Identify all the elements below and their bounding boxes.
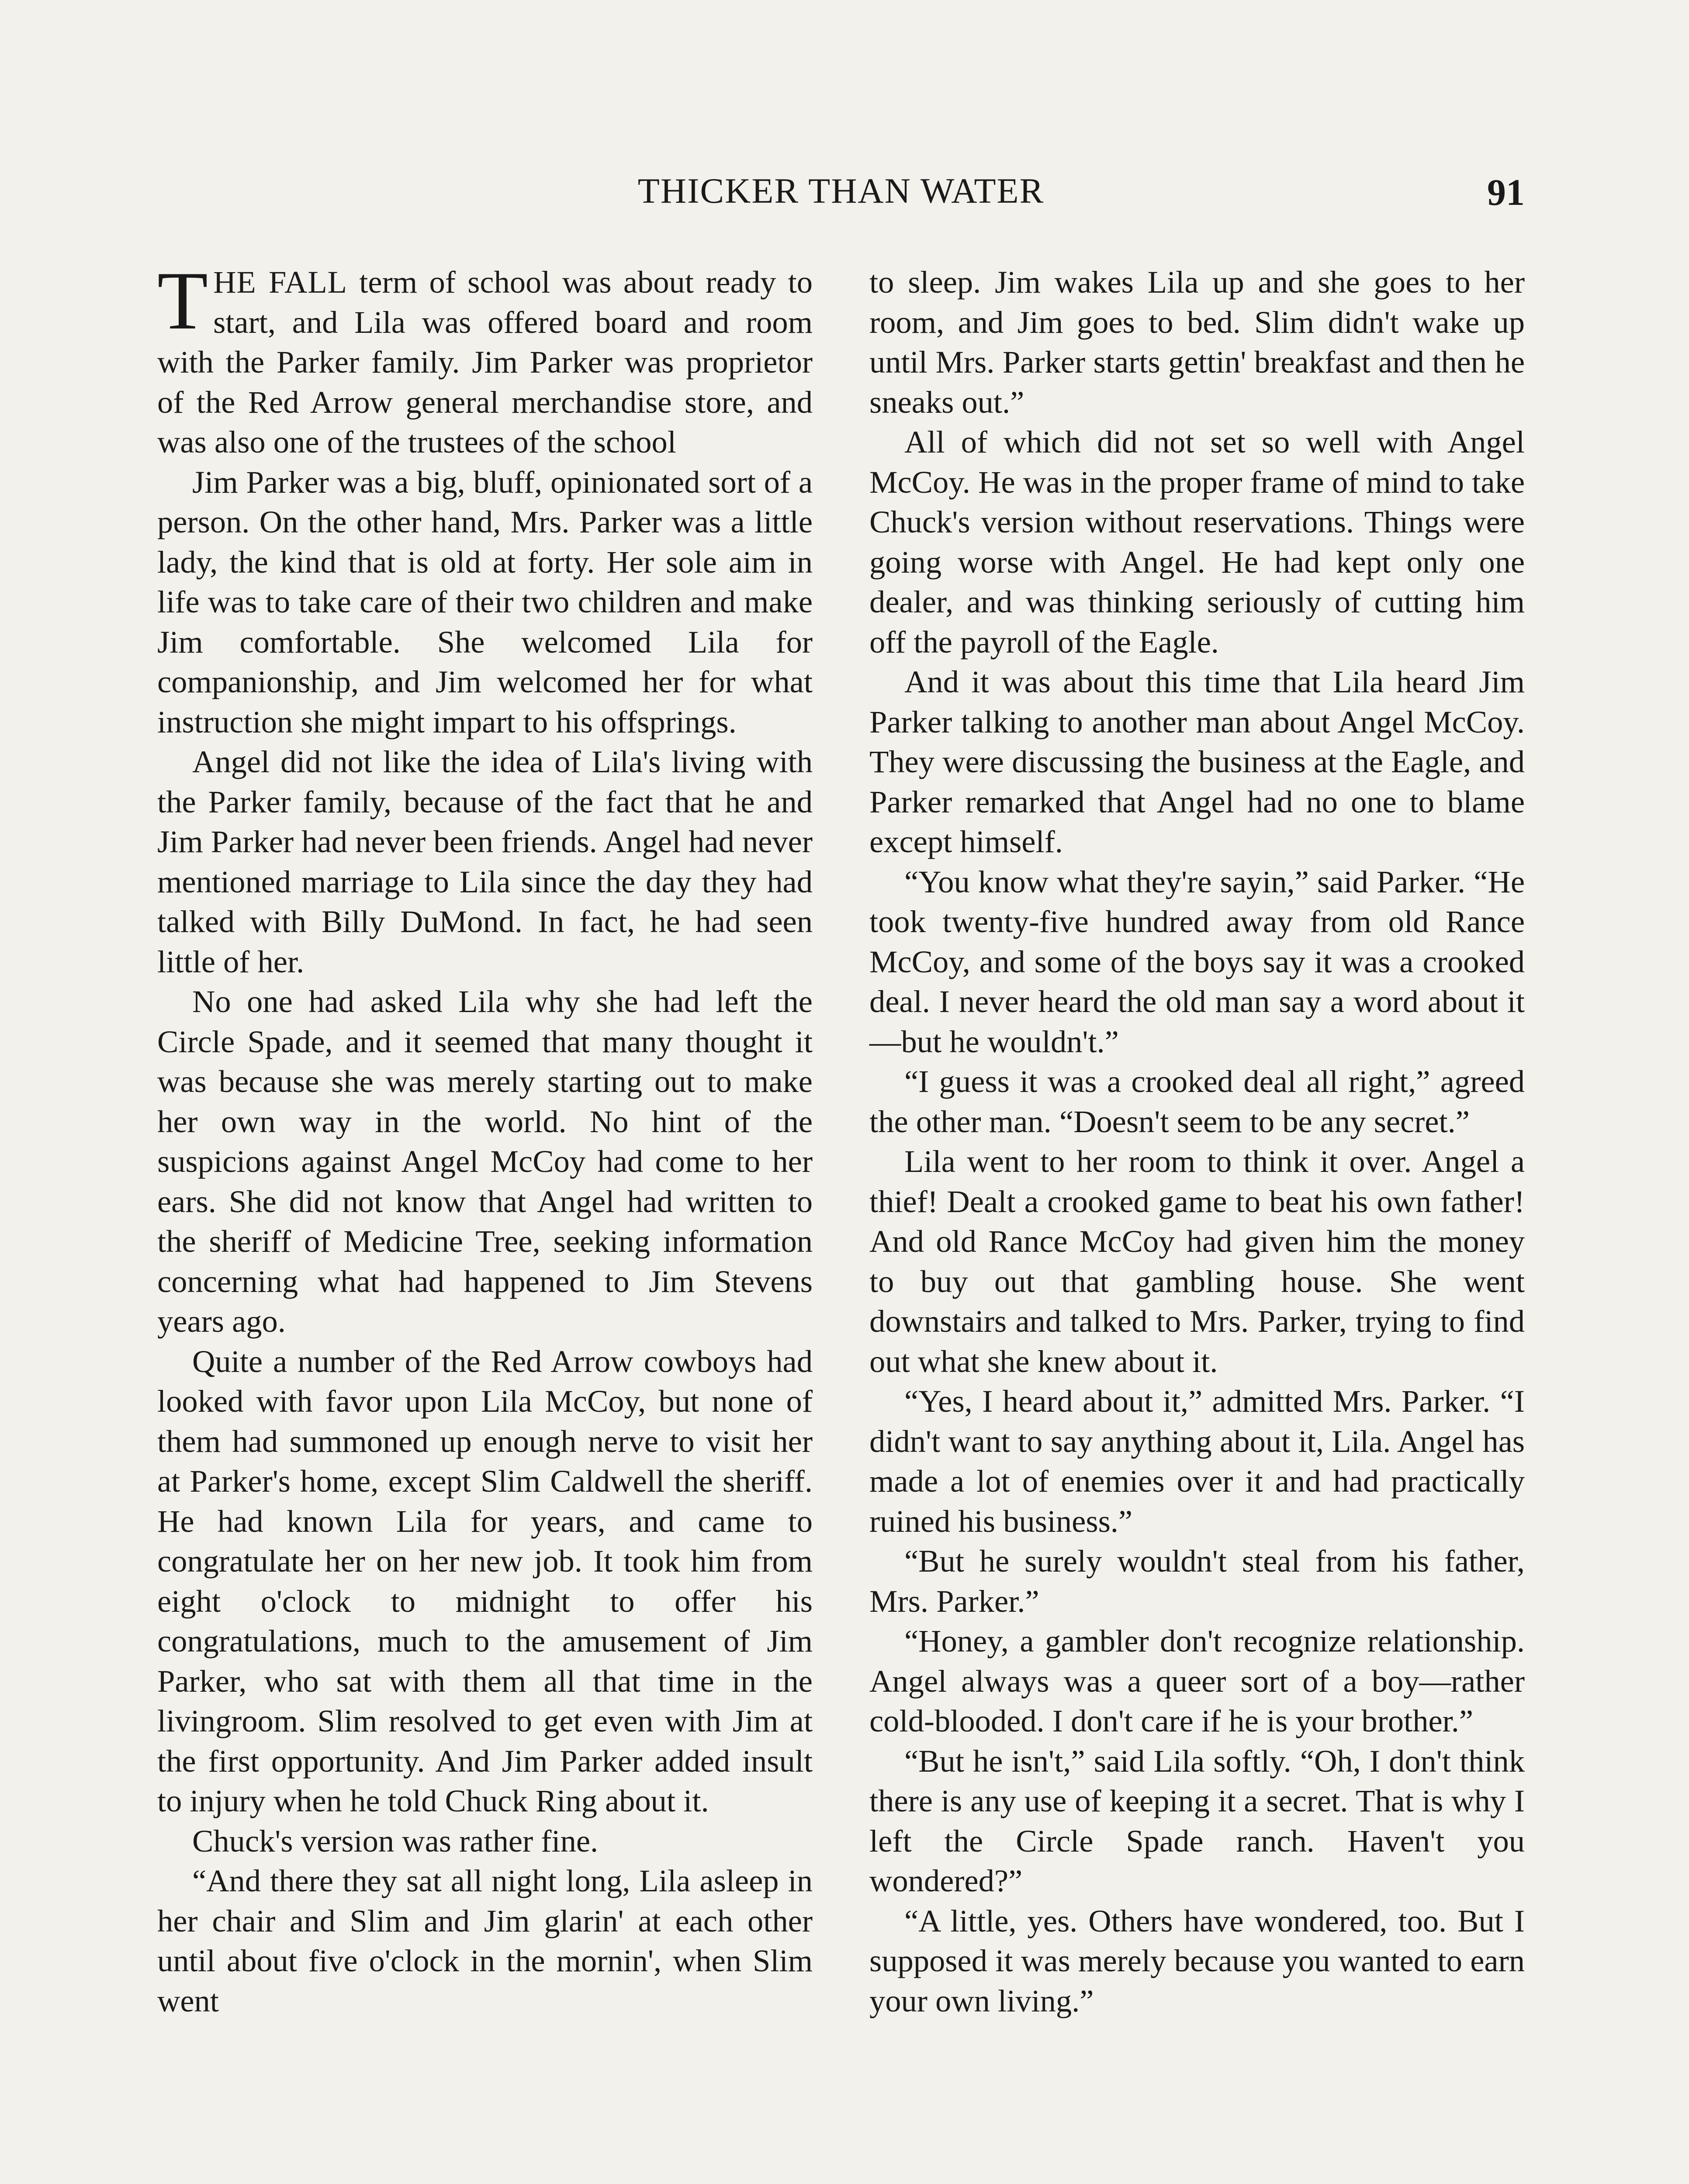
opening-paragraph (157, 255, 813, 462)
paragraph: “But he surely wouldn't steal from his father, Mrs. Parker.” (869, 1543, 1525, 1619)
paragraph: Angel did not like the idea of Lila's living with the Parker family, because of the fact that he and Jim Parker had never been friends. Angel had never mentioned marriage to Lila since the day they had talked with Billy DuMond. In fact, he had seen little of her. (157, 744, 813, 979)
paragraph: All of which did not set so well with Angel McCoy. He was in the proper frame of mind to take Chuck's version without reservations. Things were going worse with Angel. He had kept only one dealer, and was thinking seriously of cutting him off the payroll of the Eagle. (869, 424, 1525, 660)
continued-paragraph: to sleep. Jim wakes Lila up and she goes to her room, and Jim goes to bed. Slim didn't wake up until Mrs. Parker starts gettin' breakfast and then he sneaks out.” (869, 264, 1525, 420)
paragraph: “You know what they're sayin,” said Parker. “He took twenty-five hundred away from old Rance McCoy, and some of the boys say it was a crooked deal. I never heard the old man say a word about it—but he wouldn't.” (869, 864, 1525, 1059)
paragraph: Lila went to her room to think it over. Angel a thief! Dealt a crooked game to beat his own father! And old Rance McCoy had given him the money to buy out that gambling house. She went downstairs and talked to Mrs. Parker, trying to find out what she knew about it. (869, 1144, 1525, 1379)
paragraph: “But he isn't,” said Lila softly. “Oh, I don't think there is any use of keeping it a secret. That is why I left the Circle Spade ranch. Haven't you wondered?” (869, 1743, 1525, 1898)
paragraph: “Yes, I heard about it,” admitted Mrs. Parker. “I didn't want to say anything about it, Lila. Angel has made a lot of enemies over it and had practically ruined his business.” (869, 1383, 1525, 1539)
paragraph: And it was about this time that Lila heard Jim Parker talking to another man about Angel McCoy. They were discussing the business at the Eagle, and Parker remarked that Angel had no one to blame except himself. (869, 664, 1525, 859)
paragraph: “A little, yes. Others have wondered, too. But I supposed it was merely because you wanted to earn your own living.” (869, 1903, 1525, 2018)
paragraph: No one had asked Lila why she had left the Circle Spade, and it seemed that many thought it was because she was merely starting out to make her own way in the world. No hint of the suspicions against Angel McCoy had come to her ears. She did not know that Angel had written to the sheriff of Medicine Tree, seeking information concerning what had happened to Jim Stevens years ago. (157, 984, 813, 1339)
page-header (157, 166, 1525, 223)
lead-caps: HE FALL (213, 264, 347, 300)
paragraph: “Honey, a gambler don't recognize relationship. Angel always was a queer sort of a boy—rather cold-blooded. I don't care if he is your brother.” (869, 1623, 1525, 1738)
opening-paragraph-text: term of school was about ready to start, and Lila was offered board and room with the Parker family. Jim Parker was proprietor of the Red Arrow general merchandise store, and was also one of the trustees of the school (157, 264, 813, 460)
page-number: 91 (1487, 171, 1525, 213)
paragraph: Chuck's version was rather fine. (192, 1823, 599, 1859)
paragraph: “And there they sat all night long, Lila asleep in her chair and Slim and Jim glarin' at each other until about five o'clock in the mornin', when Slim went (157, 1863, 813, 2018)
left-column (157, 255, 813, 2021)
right-column (869, 262, 1525, 2021)
paragraph: Quite a number of the Red Arrow cowboys had looked with favor upon Lila McCoy, but none of them had summoned up enough nerve to visit her at Parker's home, except Slim Caldwell the sheriff. He had known Lila for years, and came to congratulate her on her new job. It took him from eight o'clock to midnight to offer his congratulations, much to the amusement of Jim Parker, who sat with them all that time in the livingroom. Slim resolved to get even with Jim at the first opportunity. And Jim Parker added insult to injury when he told Chuck Ring about it. (157, 1343, 813, 1818)
paragraph: “I guess it was a crooked deal all right,” agreed the other man. “Doesn't seem to be any secret.” (869, 1064, 1525, 1139)
running-title: THICKER THAN WATER (637, 171, 1045, 211)
drop-cap: T (157, 255, 208, 347)
paragraph: Jim Parker was a big, bluff, opinionated sort of a person. On the other hand, Mrs. Parker was a little lady, the kind that is old at forty. Her sole aim in life was to take care of their two children and make Jim comfortable. She welcomed Lila for companionship, and Jim welcomed her for what instruction she might impart to his offsprings. (157, 464, 813, 740)
